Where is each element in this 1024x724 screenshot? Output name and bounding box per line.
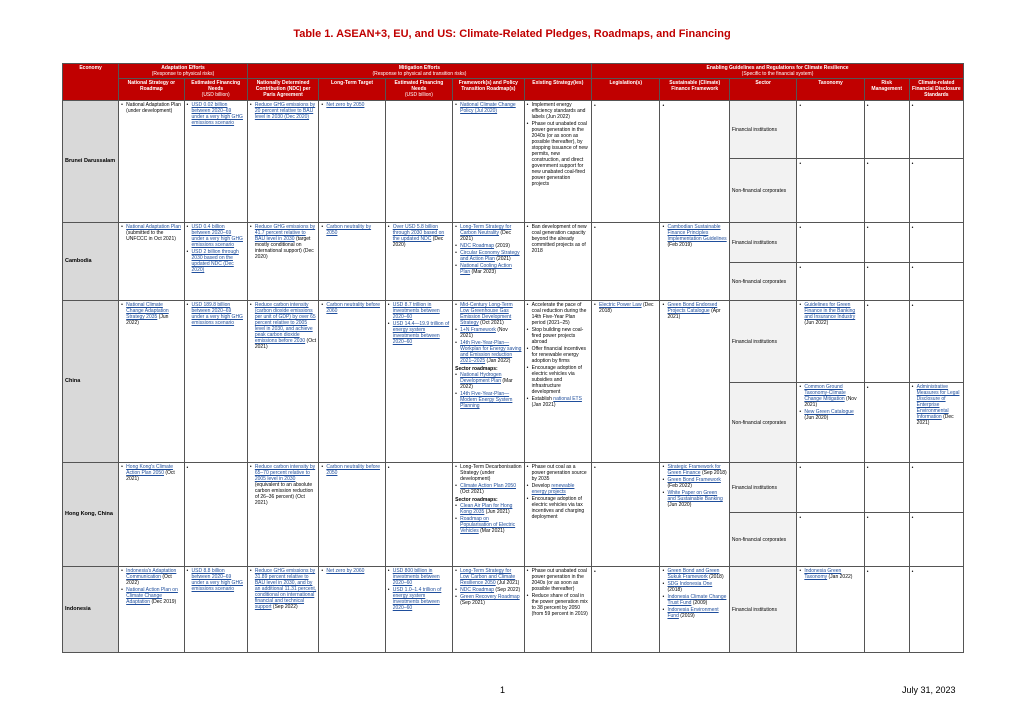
sector-cell: Financial institutions <box>729 463 796 513</box>
col-ndc: Nationally Determined Contribution (NDC) per Paris Agreement <box>247 79 318 101</box>
table-row: China • National Climate Change Adaptation Strategy 2035 (Jun 2022) • USD 189.8 billion between 2020–69 under a very high GHG emissions scenario • Reduce carbon intensity (carbon dioxide emissions per unit of GDP) by over 65 percent relative to 2005 level in 2030, and achieve peak carbon dioxide emissions before 2030 (Oct 2021) • Carbon neutrality before 2060 • USD 8.7 trillion in investments between 2020–60 • USD 14.4—19.9 trillion of energy system investments between 2020–60 • Mid-Century Long-Term Low Greenhouse Gas Emission Development Strategy (Oct 2021) • 1+N Framework (Nov 2021) • 14th Five-Year-Plan—Workplan for Energy saving and Emission reduction 2021–2025 (Jan 2022) Sector roadmaps: • National Hydrogen Development Plan (Mar 2022) • 14th Five-Year-Plan—Modern Energy System Planning • Accelerate the pace of coal reduction during the 14th Five-Year Plan period (2021–25) • Stop building new coal-fired power projects abroad • Offer financial incentives for renewable energy adoption by firms • Encourage adoption of electric vehicles via subsidies and infrastructure development • Establish national ETS (Jan 2021) • Electric Power Law (Dec 2018) • Green Bond Endorsed Projects Catalogue (Apr 2021) Financial institutions • Guidelines for Green Finance in the Banking and Insurance Industry (Jun 2022) <box>63 301 964 383</box>
col-sector: Sector <box>729 79 796 101</box>
table-row: Cambodia • National Adaptation Plan (submitted to the UNFCCC in Oct 2021) • USD 0.4 billion between 2020–69 under a very high GHG emissions scenario • USD 2 billion through 2030 based on the updated NDC (Dec 2020) • Reduce GHG emissions by 41.7 percent relative to BAU level in 2030 (target mostly conditional on international support) (Dec 2020) • Carbon neutrality by 2050 • Over USD 5.8 billion through 2030 based on the updated NDC (Dec 2020) • Long-Term Strategy for Carbon Neutrality (Dec 2021) • NDC Roadmap (2019) • Circular Economy Strategy and Action Plan (2021) • National Cooling Action Plan (Mar 2023) • Ban development of new coal generation capacity beyond the already committed projects as of 2018 • Cambodian Sustainable Finance Principles Implementation Guidelines (Feb 2019) Financial institutions <box>63 223 964 263</box>
col-adaptation-financing: Estimated Financing Needs (USD billion) <box>184 79 247 101</box>
col-legislation: Legislation(s) <box>592 79 660 101</box>
economy-cell: Cambodia <box>63 223 119 301</box>
sector-cell: Non-financial corporates <box>729 159 796 223</box>
header-column-row <box>63 79 964 101</box>
col-sustainable-finance: Sustainable (Climate) Finance Framework <box>660 79 729 101</box>
sector-cell: Financial institutions <box>729 301 796 383</box>
header-adaptation: Adaptation Efforts (Response to physical risks) <box>119 64 248 79</box>
header-group-row <box>63 64 964 79</box>
table-row: Non-financial corporates • Common Ground Taxonomy-Climate Change Mitigation (Nov 2021) • New Green Catalogue (Jun 2020) • Administrative Measures for Legal Disclosure of Enterprise Environmental Information (Dec 2021) <box>63 383 964 463</box>
col-long-term-target: Long-Term Target <box>319 79 385 101</box>
header-guidelines: Enabling Guidelines and Regulations for Climate Resilience (Specific to the financial system) <box>592 64 964 79</box>
sector-cell: Non-financial corporates <box>729 263 796 301</box>
economy-cell: Hong Kong, China <box>63 463 119 567</box>
col-framework: Framework(s) and Policy Transition Roadmap(s) <box>453 79 524 101</box>
table-row: Indonesia • Indonesia's Adaptation Communication (Oct 2022) • National Action Plan on Climate Change Adaptation (Dec 2019) • USD 8.8 billion between 2020–69 under a very high GHG emissions scenario • Reduce GHG emissions by 31.89 percent relative to BAU level in 2030, and by an additional 11.31 percent, conditional on international financial and technical support (Sep 2022) • Net zero by 2060 • USD 800 billion in investments between 2020–60 • USD 1.0–1.4 trillion of energy system investments between 2020–60 • Long-Term Strategy for Low Carbon and Climate Resilience 2050 (Jul 2021) • NDC Roadmap (Sep 2022) • Green Recovery Roadmap (Sep 2021) • Phase out unabated coal power generation in the 2040s (or as soon as possible thereafter) • Reduce share of coal in the power generation mix to 38 percent by 2050 (from 59 percent in 2019) • Green Bond and Green Sukuk Framework (2018) • SDG Indonesia One (2018) • Indonesia Climate Change Trust Fund (2009) • Indonesia Environment Fund (2019) Financial institutions • Indonesia Green Taxonomy (Jan 2022) <box>63 567 964 653</box>
climate-table <box>62 63 964 653</box>
col-existing-strategies: Existing Strategy(ies) <box>524 79 591 101</box>
footer-date: July 31, 2023 <box>902 685 956 695</box>
economy-cell: Brunei Darussalam <box>63 101 119 223</box>
col-taxonomy: Taxonomy <box>797 79 864 101</box>
economy-cell: China <box>63 301 119 463</box>
sector-cell: Financial institutions <box>729 567 796 653</box>
header-mitigation: Mitigation Efforts (Response to physical and transition risks) <box>247 64 591 79</box>
col-mitigation-financing: Estimated Financing Needs (USD billion) <box>385 79 452 101</box>
economy-cell: Indonesia <box>63 567 119 653</box>
sector-cell: Financial institutions <box>729 223 796 263</box>
page-title: Table 1. ASEAN+3, EU, and US: Climate-Related Pledges, Roadmaps, and Financing <box>293 28 731 40</box>
page-number: 1 <box>500 685 506 695</box>
header-economy: Economy <box>63 64 119 101</box>
col-risk-management: Risk Management <box>864 79 909 101</box>
sector-cell: Non-financial corporates <box>729 513 796 567</box>
table-row: Hong Kong, China • Hong Kong's Climate Action Plan 2050 (Oct 2021) • Reduce carbon intensity by 65–70 percent relative to 2005 level in 2030 (equivalent to an absolute carbon emission reduction of 26–36 percent) (Oct 2021) • Carbon neutrality before 2050 • Long-Term Decarbonisation Strategy (under development) • Climate Action Plan 2050 (Oct 2021) Sector roadmaps: • Clean Air Plan for Hong Kong 2035 (Jun 2021) • Roadmap on Popularisation of Electric Vehicles (Mar 2021) • Phase out coal as a power generation source by 2035 • Develop renewable energy projects • Encourage adoption of electric vehicles via tax incentives and charging deployment • Strategic Framework for Green Finance (Sep 2018) • Green Bond Framework (Feb 2022) • White Paper on Green and Sustainable Banking (Jun 2020) Financial institutions <box>63 463 964 513</box>
sector-cell: Financial institutions <box>729 101 796 159</box>
table-row: Brunei Darussalam • National Adaptation Plan (under development) • USD 0.02 billion between 2020–69 under a very high GHG emissions scenario • Reduce GHG emissions by 20 percent relative to BAU level in 2030 (Dec 2020) • Net zero by 2050 • National Climate Change Policy (Jul 2020) • Implement energy efficiency standards and labels (Jun 2022) • Phase out unabated coal power generation in the 2040s (or as soon as possible thereafter), by stopping issuance of new permits, new construction, and direct government support for new unabated coal-fired power generation projects Financial institutions <box>63 101 964 159</box>
sector-cell: Non-financial corporates <box>729 383 796 463</box>
col-national-strategy: National Strategy or Roadmap <box>119 79 184 101</box>
col-disclosure: Climate-related Financial Disclosure Standards <box>909 79 963 101</box>
